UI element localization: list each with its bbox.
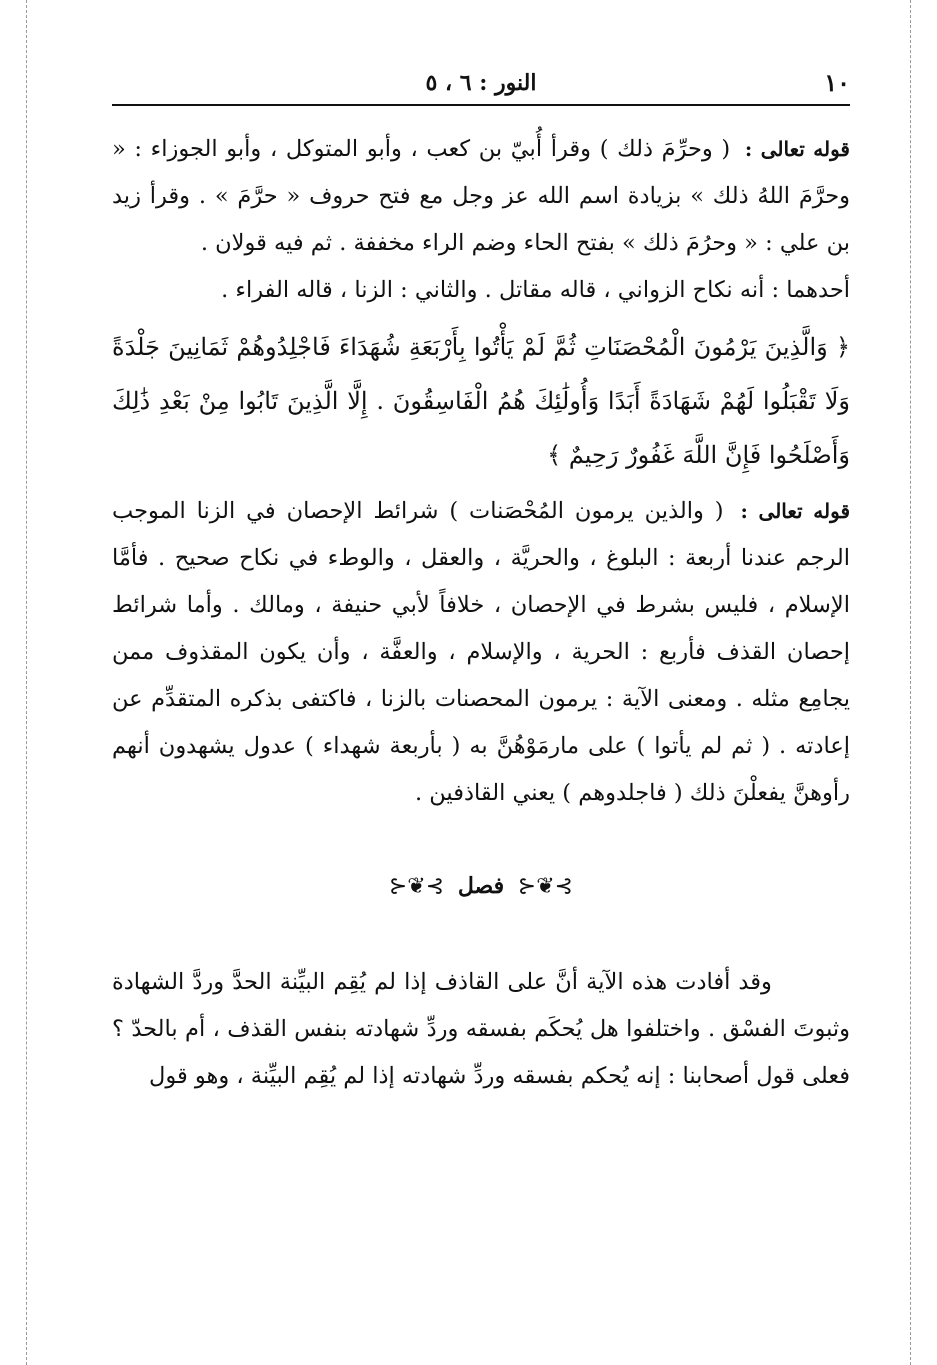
page-header — [112, 60, 850, 106]
section-heading — [112, 873, 850, 899]
paragraph-2 — [112, 267, 850, 314]
book-page — [112, 60, 850, 1100]
paragraph-4-text: وقد أفادت هذه الآية أنَّ على القاذف إذا لم يُقِم البيِّنة الحدَّ وردَّ الشهادة وثبوتَ الفسْق . واختلفوا هل يُحكَم بفسقه وردِّ شهادته بنفس القذف ، أم بالحدّ ؟ فعلى قول أصحابنا : إنه يُحكم بفسقه وردِّ شهادته إذا لم يُقِم البيِّنة ، وهو قول — [112, 969, 850, 1089]
page-number: ١٠ — [824, 68, 850, 97]
paragraph-1 — [112, 126, 850, 267]
right-margin-guide — [910, 0, 911, 1365]
ornament-right-icon: ⊱❦⊰ — [517, 874, 574, 899]
verse-text: وَالَّذِينَ يَرْمُونَ الْمُحْصَنَاتِ ثُمَّ لَمْ يَأْتُوا بِأَرْبَعَةِ شُهَدَاءَ فَاجْلِدُوهُمْ ثَمَانِينَ جَلْدَةً وَلَا تَقْبَلُوا لَهُمْ شَهَادَةً أَبَدًا وَأُولَٰئِكَ هُمُ الْفَاسِقُونَ . إِلَّا الَّذِينَ تَابُوا مِنْ بَعْدِ ذَٰلِكَ وَأَصْلَحُوا فَإِنَّ اللَّهَ غَفُورٌ رَحِيمٌ — [112, 333, 850, 469]
paragraph-1-lead: قوله تعالى : — [744, 137, 850, 161]
section-title: فصل — [457, 873, 505, 899]
paragraph-3 — [112, 488, 850, 817]
verse-close-bracket: ﴾ — [547, 441, 562, 469]
paragraph-1-text: ( وحرِّمَ ذلك ) وقرأ أُبيّ بن كعب ، وأبو المتوكل ، وأبو الجوزاء : « وحرَّمَ اللهُ ذلك » بزيادة اسم الله عز وجل مع فتح حروف « حرَّمَ » . وقرأ زيد بن علي : « وحرُمَ ذلك » بفتح الحاء وضم الراء مخففة . ثم فيه قولان . — [112, 136, 850, 256]
paragraph-3-text: ( والذين يرمون المُحْصَنات ) شرائط الإحصان في الزنا الموجب الرجم عندنا أربعة : البلوغ ، والحريَّة ، والعقل ، والوطء في نكاح صحيح . فأمَّا الإسلام ، فليس بشرط في الإحصان ، خلافاً لأبي حنيفة ، ومالك . وأما شرائط إحصان القذف فأربع : الحرية ، والإسلام ، والعفَّة ، وأن يكون المقذوف ممن يجامِع مثله . ومعنى الآية : يرمون المحصنات بالزنا ، فاكتفى بذكره المتقدِّم عن إعادته . ( ثم لم يأتوا ) على مارمَوْهُنَّ به ( بأربعة شهداء ) عدول يشهدون أنهم رأوهنَّ يفعلْنَ ذلك ( فاجلدوهم ) يعني القاذفين . — [112, 498, 850, 806]
left-margin-guide — [26, 0, 27, 1365]
paragraph-2-text: أحدهما : أنه نكاح الزواني ، قاله مقاتل . والثاني : الزنا ، قاله الفراء . — [221, 277, 850, 303]
page-body — [112, 126, 850, 1100]
running-title: النور : ٦ ، ٥ — [425, 70, 537, 96]
paragraph-3-lead: قوله تعالى : — [740, 499, 851, 523]
ornament-left-icon: ⊱❦⊰ — [388, 874, 445, 899]
quran-verse — [112, 320, 850, 482]
verse-open-bracket: ﴿ — [835, 333, 850, 361]
paragraph-4 — [112, 959, 850, 1100]
